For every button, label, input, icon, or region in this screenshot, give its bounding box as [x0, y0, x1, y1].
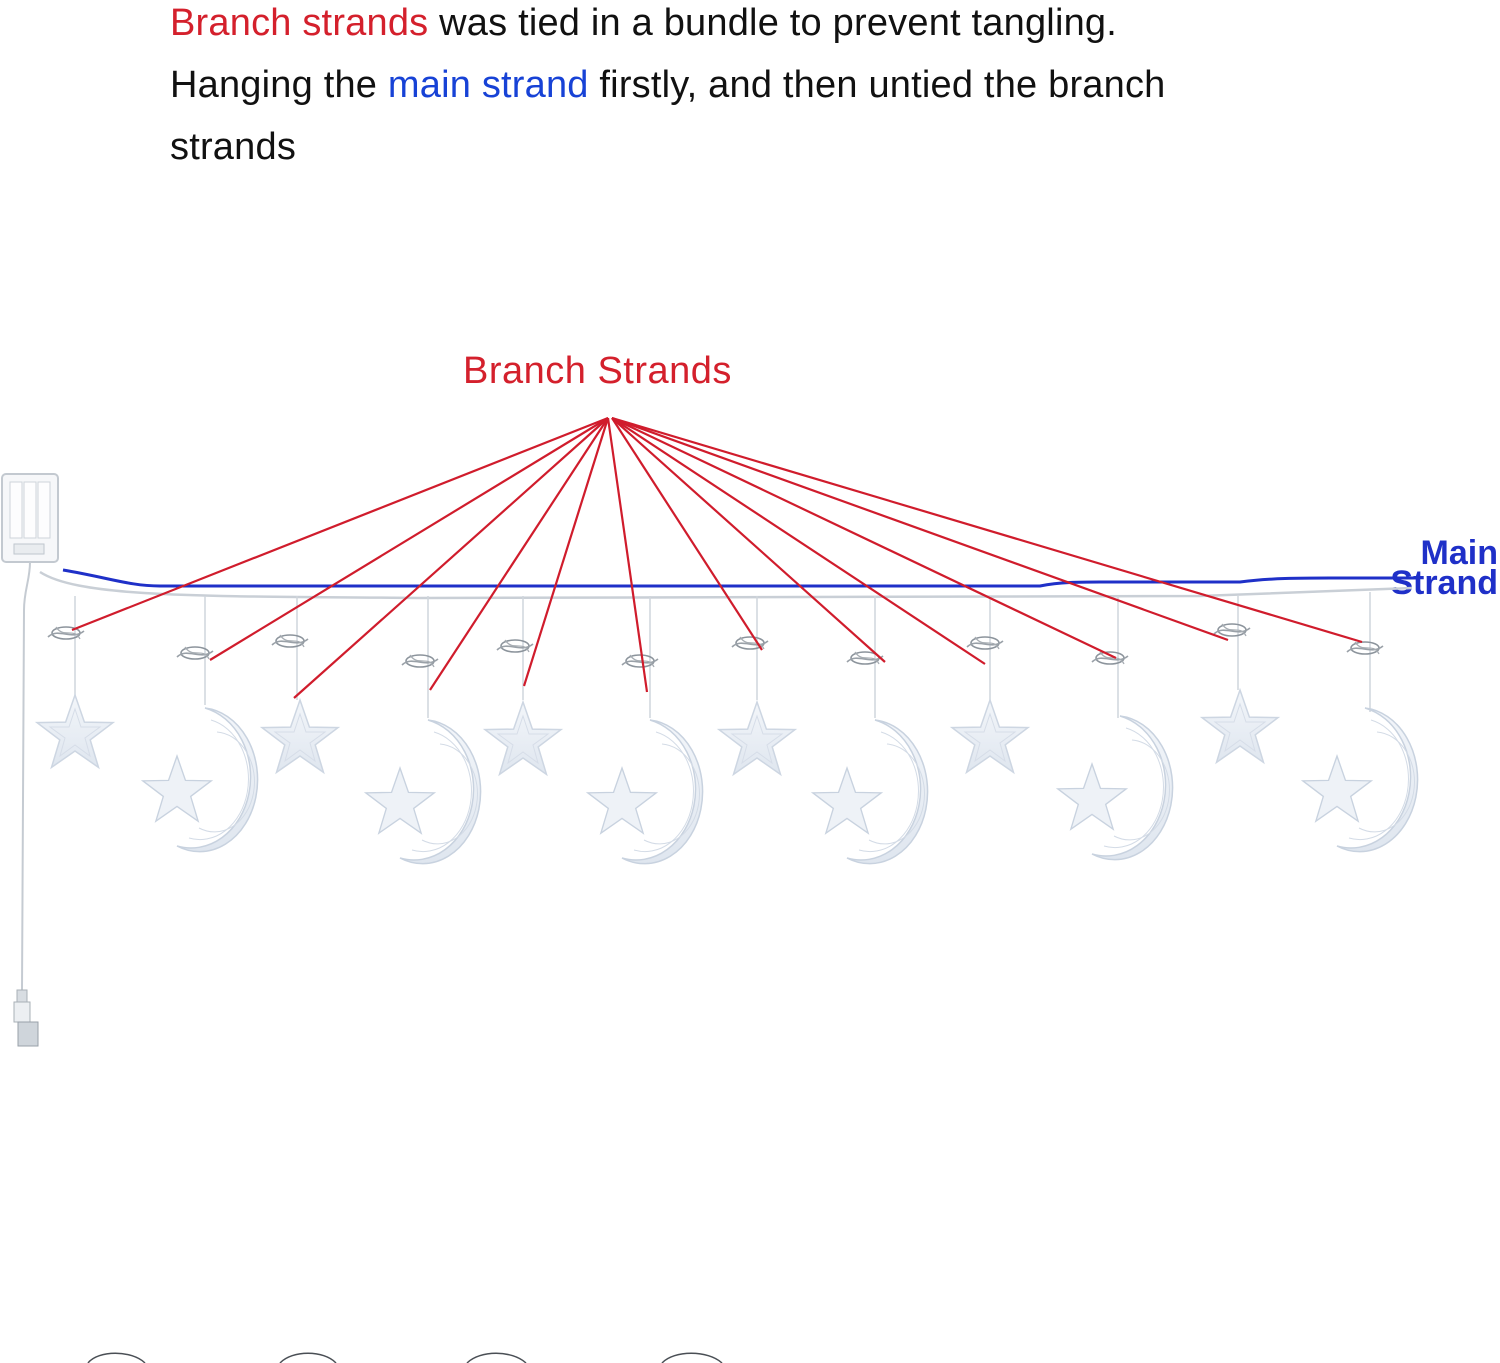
instruction-line-2-rest: firstly, and then untied the branch	[588, 64, 1166, 106]
star-ornament-icon	[37, 695, 113, 767]
main-strand-label-line-1: Main	[1420, 534, 1498, 572]
cropped-ornaments-bottom	[88, 1353, 722, 1363]
star-ornament-icon	[719, 702, 795, 774]
instruction-line-3: strands	[170, 126, 297, 168]
battery-box-icon	[2, 474, 58, 562]
moon-star-ornament-icon	[1303, 708, 1418, 852]
main-strand-line	[63, 570, 1420, 586]
ornaments	[37, 690, 1418, 864]
moon-star-ornament-icon	[366, 720, 481, 864]
moon-star-ornament-icon	[1058, 716, 1173, 860]
hanging-threads	[75, 592, 1370, 718]
usb-plug-icon	[14, 990, 38, 1046]
main-strand-highlight: main strand	[387, 64, 589, 106]
instruction-line-2-start: Hanging the	[170, 64, 388, 106]
branch-strands-highlight: Branch strands	[170, 2, 429, 44]
main-strand-label-line-2: Strand	[1390, 564, 1498, 602]
star-ornament-icon	[485, 702, 561, 774]
moon-star-ornament-icon	[143, 708, 258, 852]
moon-star-ornament-icon	[813, 720, 928, 864]
star-ornament-icon	[1202, 690, 1278, 762]
tied-bundles	[48, 624, 1383, 667]
branch-strands-label: Branch Strands	[463, 350, 732, 392]
star-ornament-icon	[952, 700, 1028, 772]
instruction-line-1-rest: was tied in a bundle to prevent tangling.	[428, 2, 1118, 44]
star-ornament-icon	[262, 700, 338, 772]
usb-cable	[22, 562, 30, 990]
branch-pointer-lines	[72, 418, 1362, 698]
moon-star-ornament-icon	[588, 720, 703, 864]
